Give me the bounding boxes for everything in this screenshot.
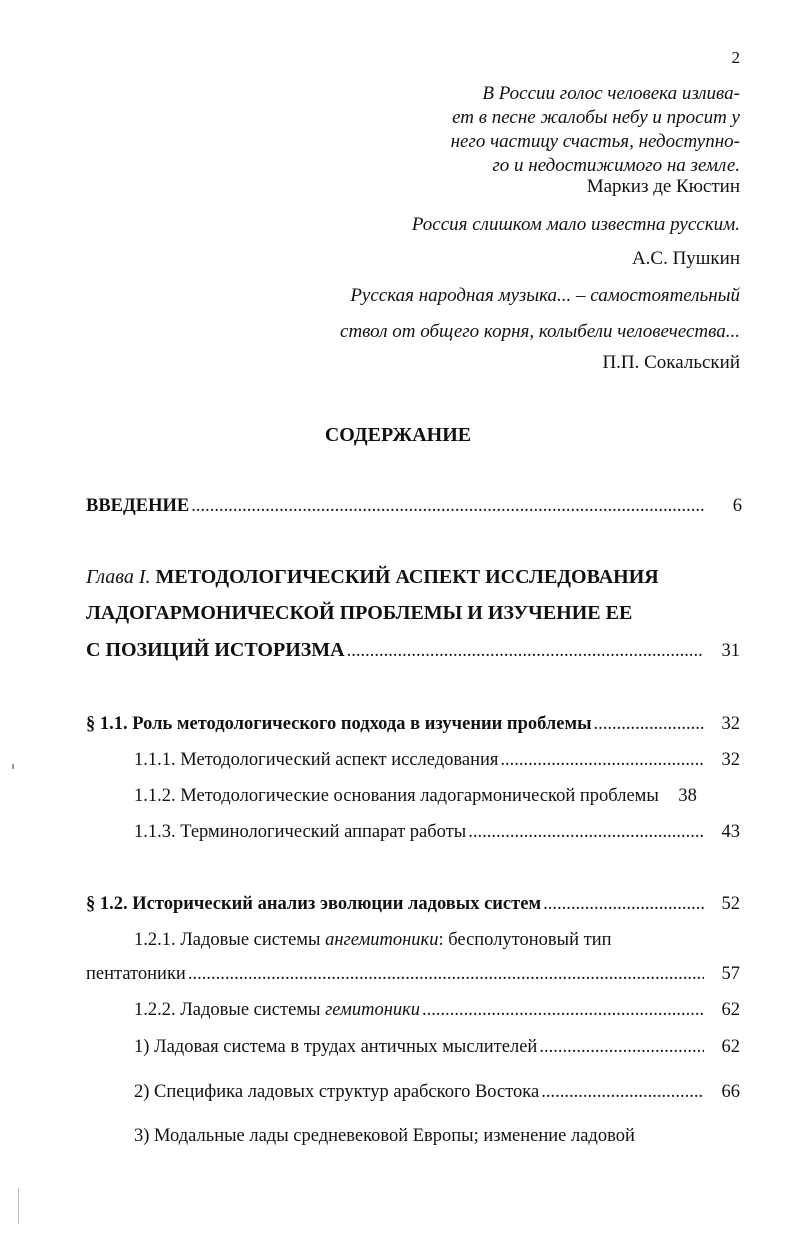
- epigraph-2-line: Россия слишком мало известна русским.: [411, 214, 740, 235]
- toc-entry-item-1[interactable]: [134, 1035, 740, 1059]
- toc-entry-label: § 1.2. Исторический анализ эволюции ладовых систем: [86, 894, 542, 914]
- toc-leader: [347, 639, 704, 663]
- toc-page-number: 32: [721, 750, 740, 770]
- chapter-label: Глава I.: [86, 566, 151, 588]
- toc-entry-label: 3) Модальные лады средневековой Европы; изменение ладовой: [134, 1126, 635, 1146]
- toc-leader: [541, 1080, 704, 1104]
- toc-entry-label: 1.1.3. Терминологический аппарат работы: [134, 822, 467, 842]
- toc-entry-1-1-1[interactable]: [134, 748, 740, 772]
- toc-leader: [539, 1035, 704, 1059]
- chapter-title-part: МЕТОДОЛОГИЧЕСКИЙ АСПЕКТ ИССЛЕДОВАНИЯ: [155, 566, 659, 588]
- toc-entry-label: 1.1.1. Методологический аспект исследования: [134, 750, 499, 770]
- scan-speck: [12, 764, 14, 769]
- toc-page-number: 38: [678, 786, 697, 806]
- epigraph-1-line: ет в песне жалобы небу и просит у: [452, 107, 740, 128]
- toc-entry-emphasis: ангемитоники: [325, 930, 439, 950]
- toc-entry-1-1[interactable]: [86, 712, 740, 736]
- epigraph-1: [451, 82, 740, 178]
- epigraph-2-author: А.С. Пушкин: [631, 248, 740, 269]
- toc-entry-label: 1.2.1. Ладовые системы: [134, 930, 326, 950]
- toc-entry-label: [134, 998, 420, 1022]
- toc-entry-item-3[interactable]: [134, 1126, 635, 1147]
- toc-leader: [468, 820, 704, 844]
- toc-page-number: 52: [721, 894, 740, 914]
- toc-page-number: 62: [721, 1037, 740, 1057]
- toc-entry-1-2-1-line-1: [134, 930, 612, 951]
- toc-leader: [422, 998, 704, 1022]
- scan-margin-line: [18, 1188, 19, 1224]
- toc-entry-label: 1) Ладовая система в трудах античных мыслителей: [134, 1037, 538, 1057]
- toc-page-number: 43: [721, 822, 740, 842]
- epigraph-1-line: го и недостижимого на земле.: [492, 155, 740, 176]
- chapter-1-heading-line-2: ЛАДОГАРМОНИЧЕСКОЙ ПРОБЛЕМЫ И ИЗУЧЕНИЕ ЕЕ: [86, 602, 633, 624]
- toc-entry-1-1-3[interactable]: [134, 820, 740, 844]
- toc-page-number: 32: [721, 714, 740, 734]
- toc-entry-chapter-1[interactable]: [86, 638, 740, 663]
- epigraph-3-line: Русская народная музыка... – самостоятельный: [350, 285, 740, 306]
- toc-page-number: 31: [721, 641, 740, 661]
- epigraph-3: [340, 284, 740, 344]
- chapter-1-heading-line-1: [86, 566, 659, 589]
- toc-title: СОДЕРЖАНИЕ: [324, 424, 472, 446]
- epigraph-3-line: ствол от общего корня, колыбели человечества...: [340, 321, 740, 342]
- toc-page-number: 62: [721, 1000, 740, 1020]
- toc-entry-label: 1.1.2. Методологические основания ладогармонической проблемы: [134, 786, 659, 806]
- epigraph-1-author: Маркиз де Кюстин: [586, 176, 740, 197]
- epigraph-1-line: него частицу счастья, недоступно-: [450, 131, 740, 152]
- toc-entry-1-2-1[interactable]: [86, 962, 740, 986]
- toc-entry-1-2[interactable]: [86, 892, 740, 916]
- toc-entry-label: ВВЕДЕНИЕ: [86, 496, 190, 516]
- toc-entry-label: С ПОЗИЦИЙ ИСТОРИЗМА: [86, 639, 345, 661]
- toc-leader: [188, 962, 704, 986]
- toc-leader: [500, 748, 704, 772]
- toc-entry-item-2[interactable]: [134, 1080, 740, 1104]
- toc-page-number: 6: [732, 496, 742, 516]
- toc-page-number: 66: [721, 1082, 740, 1102]
- epigraph-2: [412, 213, 740, 237]
- epigraph-3-author: П.П. Сокальский: [602, 352, 740, 373]
- toc-entry-label: § 1.1. Роль методологического подхода в изучении проблемы: [86, 714, 592, 734]
- toc-entry-intro[interactable]: [86, 494, 742, 518]
- toc-entry-emphasis: гемитоники: [325, 1000, 421, 1020]
- toc-entry-label: : бесполутоновый тип: [438, 930, 612, 950]
- toc-entry-1-2-2[interactable]: [134, 998, 740, 1022]
- toc-leader: [594, 712, 704, 736]
- epigraph-1-line: В России голос человека излива-: [482, 83, 740, 104]
- toc-entry-label: 2) Специфика ладовых структур арабского Востока: [134, 1082, 540, 1102]
- toc-entry-1-1-2[interactable]: [134, 784, 740, 808]
- toc-page-number: 57: [721, 964, 740, 984]
- page-number: 2: [731, 48, 740, 67]
- toc-entry-label-text: 1.2.2. Ладовые системы: [134, 1000, 326, 1020]
- toc-leader: [191, 494, 706, 518]
- toc-leader: [543, 892, 704, 916]
- toc-entry-label: пентатоники: [86, 964, 186, 984]
